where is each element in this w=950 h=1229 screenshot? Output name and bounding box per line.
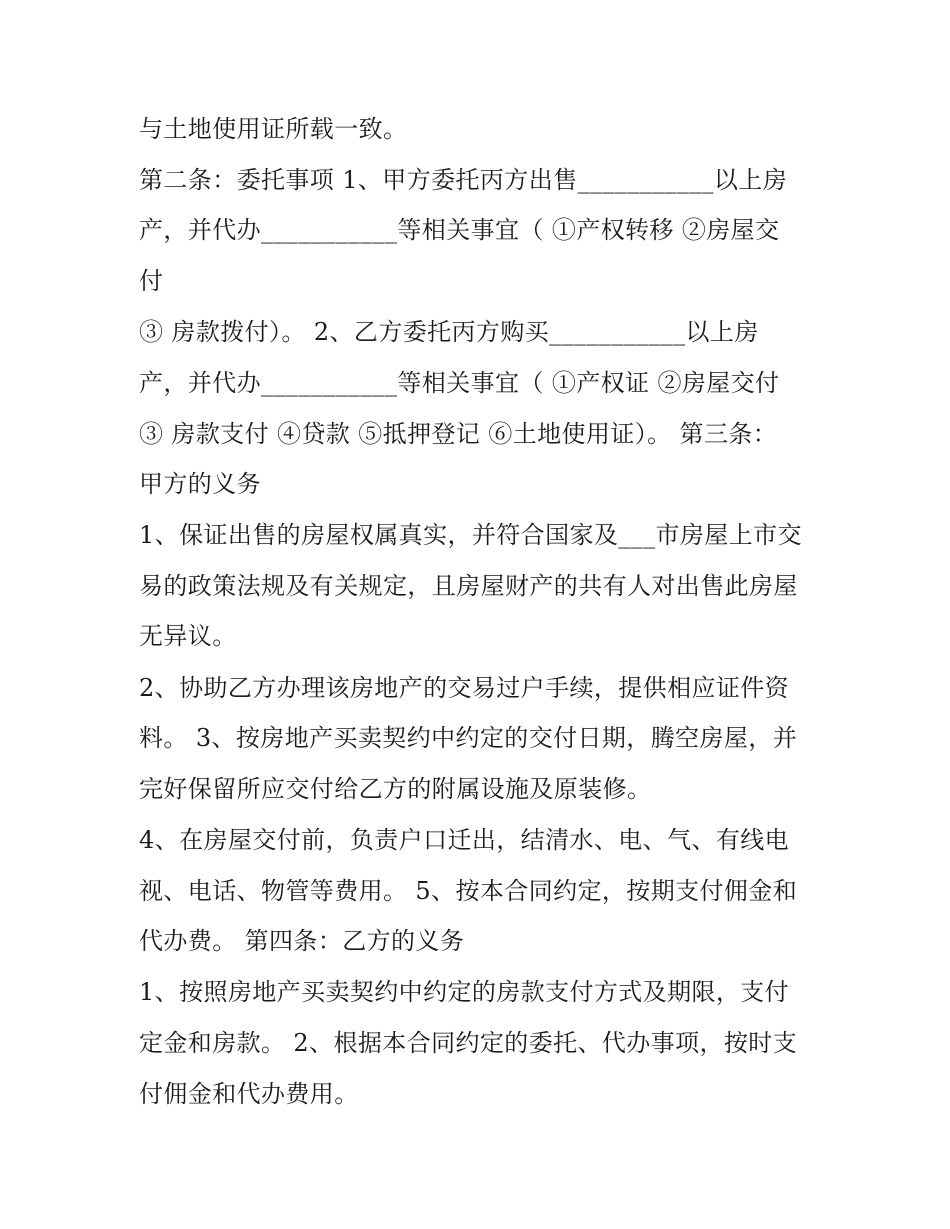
text-line: 甲方的义务 — [139, 470, 261, 498]
text-line: 第二条：委托事项 1、甲方委托丙方出售___________以上房 — [139, 166, 788, 194]
text-line: 2、协助乙方办理该房地产的交易过户手续，提供相应证件资 — [139, 674, 790, 702]
text-line: 产，并代办___________等相关事宜（ ①产权证 ②房屋交付 — [139, 369, 780, 397]
text-line: 1、按照房地产买卖契约中约定的房款支付方式及期限，支付 — [139, 978, 790, 1006]
text-line: 代办费。 第四条：乙方的义务 — [139, 927, 465, 955]
text-line: 无异议。 — [139, 622, 237, 650]
text-line: 视、电话、物管等费用。 5、按本合同约定，按期支付佣金和 — [139, 877, 798, 905]
text-line: 付佣金和代办费用。 — [139, 1080, 359, 1108]
text-line: 1、保证出售的房屋权属真实，并符合国家及___市房屋上市交 — [139, 521, 802, 549]
text-line: 产，并代办___________等相关事宜（ ①产权转移 ②房屋交 — [139, 216, 780, 244]
text-line: 易的政策法规及有关规定，且房屋财产的共有人对出售此房屋 — [139, 572, 798, 600]
text-line: ③ 房款拨付）。 2、乙方委托丙方购买___________以上房 — [139, 318, 759, 346]
text-line: 完好保留所应交付给乙方的附属设施及原装修。 — [139, 775, 652, 803]
text-line: 定金和房款。 2、根据本合同约定的委托、代办事项，按时支 — [139, 1029, 798, 1057]
text-line: 料。 3、按房地产买卖契约中约定的交付日期，腾空房屋，并 — [139, 724, 798, 752]
text-line: 与土地使用证所载一致。 — [139, 115, 408, 143]
text-line: ③ 房款支付 ④贷款 ⑤抵押登记 ⑥土地使用证）。 第三条： — [139, 420, 778, 448]
text-line: 4、在房屋交付前，负责户口迁出，结清水、电、气、有线电 — [139, 826, 790, 854]
text-line: 付 — [139, 267, 164, 295]
